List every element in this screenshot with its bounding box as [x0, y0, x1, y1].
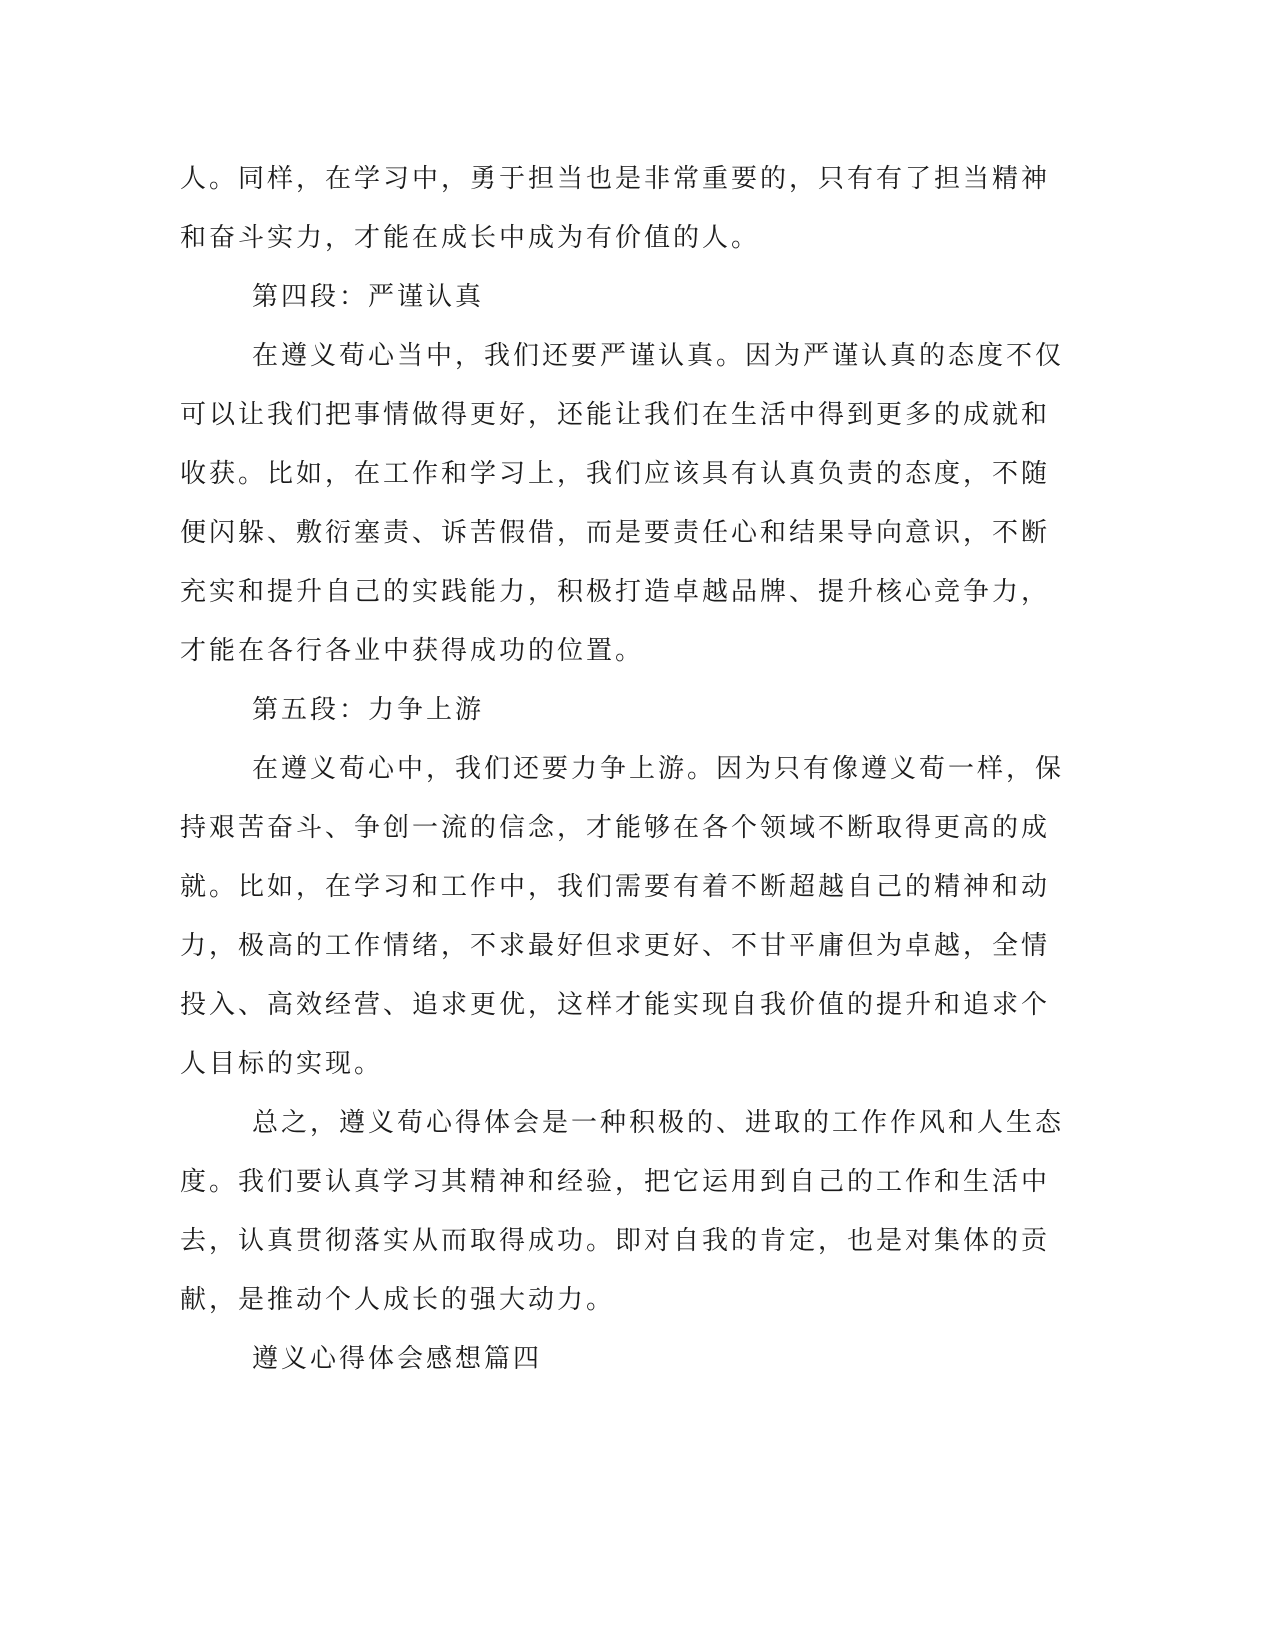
text-line: 和奋斗实力，才能在成长中成为有价值的人。 [180, 223, 761, 253]
text-line: 就。比如，在学习和工作中，我们需要有着不断超越自己的精神和动 [180, 872, 1051, 902]
text-line: 便闪躲、敷衍塞责、诉苦假借，而是要责任心和结果导向意识，不断 [180, 518, 1051, 548]
text-line: 才能在各行各业中获得成功的位置。 [180, 636, 645, 666]
text-line: 力，极高的工作情绪，不求最好但求更好、不甘平庸但为卓越，全情 [180, 931, 1051, 961]
text-line: 人。同样，在学习中，勇于担当也是非常重要的，只有有了担当精神 [180, 164, 1051, 194]
text-line: 投入、高效经营、追求更优，这样才能实现自我价值的提升和追求个 [180, 990, 1051, 1020]
text-line: 持艰苦奋斗、争创一流的信念，才能够在各个领域不断取得更高的成 [180, 813, 1051, 843]
document-page [180, 150, 1065, 1389]
text-line: 可以让我们把事情做得更好，还能让我们在生活中得到更多的成就和 [180, 400, 1051, 430]
text-line: 充实和提升自己的实践能力，积极打造卓越品牌、提升核心竞争力， [180, 577, 1051, 607]
paragraph-start: 总之，遵义荀心得体会是一种积极的、进取的工作作风和人生态 [252, 1108, 1065, 1138]
section-heading: 遵义心得体会感想篇四 [252, 1344, 543, 1374]
text-line: 收获。比如，在工作和学习上，我们应该具有认真负责的态度，不随 [180, 459, 1051, 489]
text-line: 人目标的实现。 [180, 1049, 384, 1079]
text-line: 去，认真贯彻落实从而取得成功。即对自我的肯定，也是对集体的贡 [180, 1226, 1051, 1256]
section-heading: 第五段：力争上游 [252, 695, 485, 725]
paragraph-start: 在遵义荀心当中，我们还要严谨认真。因为严谨认真的态度不仅 [252, 341, 1065, 371]
paragraph-start: 在遵义荀心中，我们还要力争上游。因为只有像遵义荀一样，保 [252, 754, 1065, 784]
text-line: 度。我们要认真学习其精神和经验，把它运用到自己的工作和生活中 [180, 1167, 1051, 1197]
text-line: 献，是推动个人成长的强大动力。 [180, 1285, 616, 1315]
section-heading: 第四段：严谨认真 [252, 282, 485, 312]
